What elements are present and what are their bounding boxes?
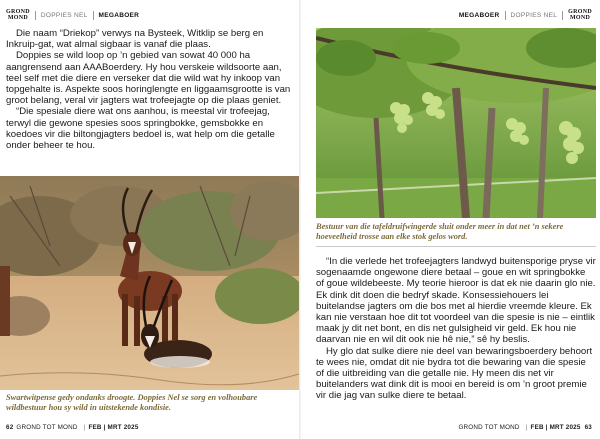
page-number: 63 <box>584 424 592 431</box>
vineyard-illustration <box>316 28 596 218</box>
paragraph: Doppies se wild loop op ’n gebied van sowat 40 000 ha aangrensend aan AAABoerdery. Hy hou verskeie wildsoorte aan, teel self met die diere en verseker dat die wild wat hy inkoop van topgehalte is. Aspekte soos horinglengte en liggaamsgrootte is van groot belang, veral vir jagters wat trofeejagte op die plaas geniet. <box>6 50 291 107</box>
left-article-body <box>6 28 292 151</box>
header-divider <box>35 11 36 20</box>
paragraph: Die naam “Driekop” verwys na Bysteek, Witklip se berg en Inkruip-gat, wat almal sigbaar is vanaf die plaas. <box>6 28 264 51</box>
sable-antelope-illustration <box>0 176 299 390</box>
footer-issue: FEB | MRT 2025 <box>88 424 139 431</box>
header-category: MEGABOER <box>458 11 500 19</box>
right-article-body <box>316 256 596 402</box>
caption-divider <box>316 246 596 247</box>
right-footer <box>455 424 592 431</box>
page-gutter <box>299 0 301 439</box>
header-divider <box>93 11 94 20</box>
header-section: DOPPIES NEL <box>510 11 558 19</box>
right-header <box>459 9 592 21</box>
footer-divider: | <box>83 424 86 431</box>
footer-magazine: GROND TOT MOND <box>458 424 520 431</box>
paragraph: “Die spesiale diere wat ons aanhou, is meestal vir trofeejag, terwyl die gewone spesies soos springbokke, gemsbokke en koedoes vir die biltongjagters bedoel is, wat help om die getalle onder beheer te hou. <box>6 106 275 152</box>
header-divider <box>505 11 506 20</box>
vineyard-photo <box>316 28 596 218</box>
footer-magazine: GROND TOT MOND <box>16 424 78 431</box>
photo-caption: Bestuur van die tafeldruifwingerde sluit onder meer in dat net ’n sekere hoeveelheid trosse aan elke stok gelos word. <box>316 222 564 241</box>
footer-divider: | <box>525 424 528 431</box>
magazine-logo: GROND MOND <box>6 9 30 21</box>
footer-issue: FEB | MRT 2025 <box>530 424 581 431</box>
page-number: 62 <box>6 424 14 431</box>
magazine-logo: GROND MOND <box>568 9 592 21</box>
photo-caption: Swartwitpense gedy ondanks droogte. Doppies Nel se sorg en volhoubare wildbestuur hou sy wild in uitstekende kondisie. <box>6 393 258 412</box>
sable-antelope-photo <box>0 176 299 390</box>
paragraph: “In die verlede het trofeejagters landwyd buitensporige pryse vir sogenaamde ongewone diere betaal – goue en wit springbokke of goue wildebeeste. My teorie hieroor is dat ek nie daarin glo nie. Ek dink dit doen die bedryf skade. Konsessiehouers lei buitelandse jagters om die bos met al hierdie vreemde kleure. Ek kan nie verstaan hoe dit tot voordeel van die spesie is nie – eintlik maak jy dit net bont, en dis net gulsigheid vir geld. Ek hou nie daarvan nie en wil dit ook nie hê nie,” sê hy beslis. <box>316 256 596 346</box>
header-section: DOPPIES NEL <box>40 11 88 19</box>
header-divider <box>562 11 563 20</box>
left-footer <box>6 424 139 431</box>
paragraph: Hy glo dat sulke diere nie deel van bewaringsboerdery behoort te wees nie, omdat dit nie bydra tot die bewaring van die spesie of die uitbreiding van die getalle nie. Hy meen dis net vir buitelanders wat dink dit is mooi en bereid is om ’n groot premie vir die jag van sulke diere te betaal. <box>316 345 593 402</box>
left-header <box>6 9 139 21</box>
header-category: MEGABOER <box>98 11 140 19</box>
